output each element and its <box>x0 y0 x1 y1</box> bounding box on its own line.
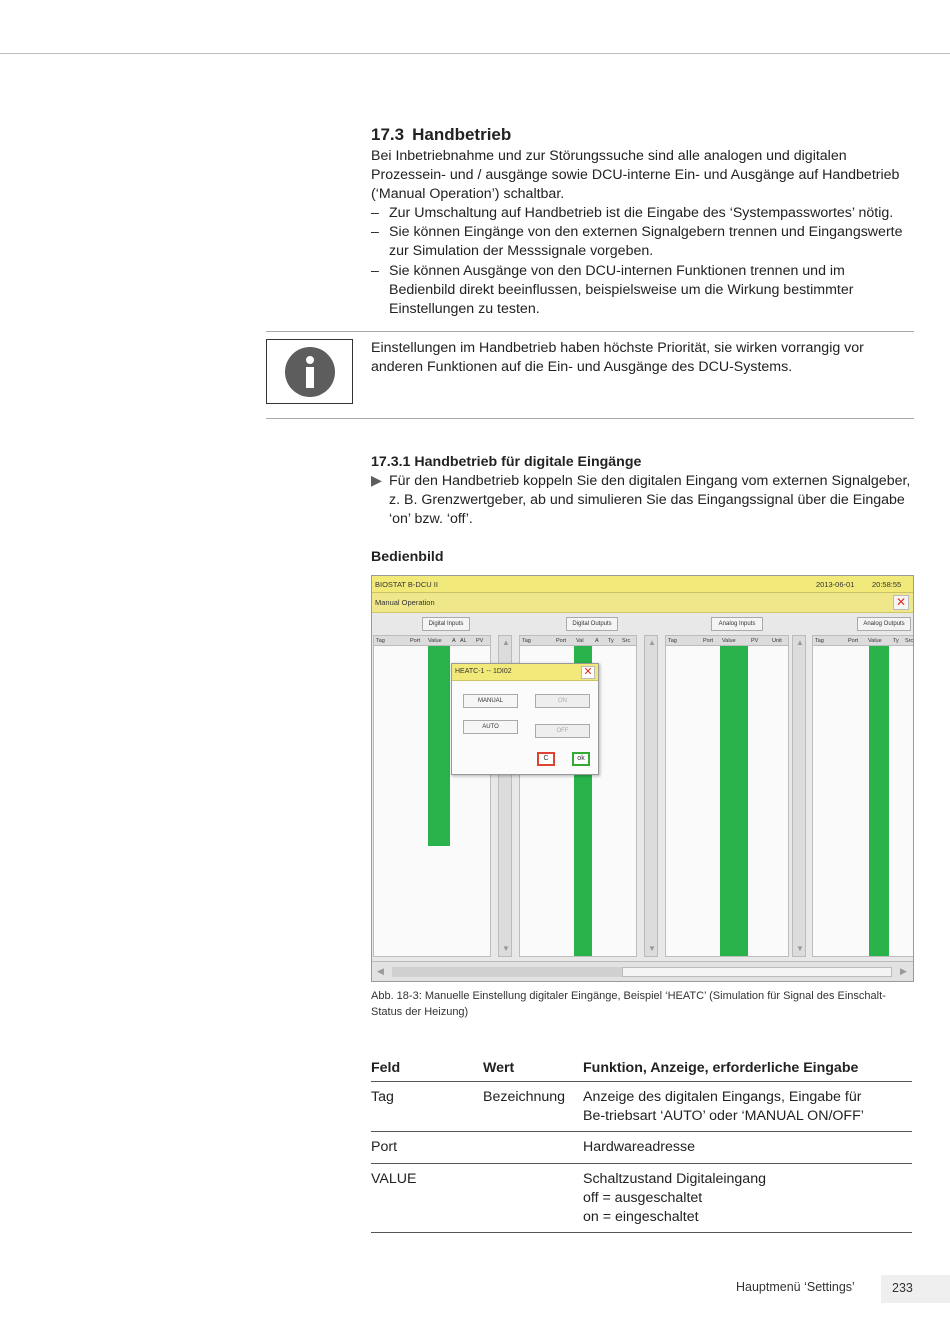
note-rule-bottom <box>266 418 914 419</box>
cell-funktion <box>583 1082 912 1132</box>
tab-digital-outputs[interactable]: Digital Outputs <box>566 617 618 631</box>
table-header <box>813 636 913 646</box>
app-titlebar <box>372 576 913 593</box>
col-header: Wert <box>483 1056 583 1082</box>
table-header <box>666 636 788 646</box>
manual-dialog <box>451 663 599 775</box>
col-header: Src <box>622 638 631 644</box>
section-number: 17.3 <box>371 125 405 144</box>
col-header: Tag <box>815 638 824 644</box>
cell-line: Anzeige des digitalen Eingangs, Eingabe für <box>583 1089 862 1105</box>
step-text: Für den Handbetrieb koppeln Sie den digitalen Eingang vom externen Signalgeber, z. B. Grenzwertgeber, ab und simulieren Sie das Eingangssignal über die Eingabe ‘on’ bzw. ‘off’. <box>389 473 911 528</box>
cell-wert <box>483 1163 583 1233</box>
col-header: Port <box>703 638 714 644</box>
col-header: Tag <box>668 638 677 644</box>
col-header: Src <box>905 638 914 644</box>
value-column-fill <box>869 646 889 957</box>
auto-button[interactable]: AUTO <box>463 720 518 734</box>
arrow-right-icon[interactable]: ▶ <box>900 966 907 976</box>
hmi-screenshot <box>371 575 914 982</box>
tab-digital-inputs[interactable]: Digital Inputs <box>422 617 470 631</box>
table-header <box>520 636 636 646</box>
cell-funktion <box>583 1163 912 1233</box>
bullet-item: – Sie können Ausgänge von den DCU-internen Funktionen trennen und im Bedienbild direkt beeinflussen, beispielsweise um die Wirkung bestimmter Einstellungen zu testen. <box>371 262 914 320</box>
cell-feld: Tag <box>371 1082 483 1132</box>
section-title: Handbetrieb <box>412 125 512 144</box>
bullet-item: – Zur Umschaltung auf Handbetrieb ist die Eingabe des ‘Systempasswortes’ nötig. <box>371 204 914 223</box>
footer-section-title: Hauptmenü ‘Settings’ <box>736 1280 855 1294</box>
page-number-box <box>881 1275 950 1303</box>
close-icon[interactable]: ✕ <box>581 666 595 679</box>
table-header <box>374 636 490 646</box>
col-header: PV <box>751 638 759 644</box>
table-header-row <box>371 1056 912 1082</box>
col-header: Unit <box>772 638 782 644</box>
table-row <box>371 1132 912 1163</box>
col-header: Funktion, Anzeige, erforderliche Eingabe <box>583 1056 912 1082</box>
horizontal-scrollbar[interactable] <box>372 961 913 981</box>
scrollbar[interactable]: ▲ ▼ <box>498 635 512 957</box>
cell-wert <box>483 1132 583 1163</box>
col-header: Ty <box>893 638 899 644</box>
scroll-thumb[interactable] <box>622 967 892 977</box>
col-header: Port <box>556 638 567 644</box>
scrollbar[interactable]: ▲ ▼ <box>792 635 806 957</box>
col-header: A <box>452 638 456 644</box>
tab-analog-inputs[interactable]: Analog Inputs <box>711 617 763 631</box>
intro-paragraph: Bei Inbetriebnahme und zur Störungssuche sind alle analogen und digitalen Prozessein- und / ausgänge sowie DCU-interne Ein- und Ausgänge auf Handbetrieb (‘Manual Operation’) schaltbar. <box>371 148 900 203</box>
col-header: Feld <box>371 1056 483 1082</box>
cell-funktion <box>583 1132 912 1163</box>
col-header: AL <box>460 638 467 644</box>
app-title: BIOSTAT B-DCU II <box>375 580 438 589</box>
bullet-list <box>371 204 914 319</box>
note-rule-top <box>266 331 914 332</box>
col-header: Value <box>868 638 882 644</box>
off-button[interactable]: OFF <box>535 724 590 738</box>
ok-button[interactable]: ok <box>572 752 590 766</box>
cell-line: Hardwareadresse <box>583 1139 695 1156</box>
col-header: Port <box>848 638 859 644</box>
header-rule <box>0 53 950 54</box>
col-header: Val <box>576 638 584 644</box>
cell-feld: VALUE <box>371 1163 483 1233</box>
app-time: 20:58:55 <box>872 580 902 589</box>
col-header: Ty <box>608 638 614 644</box>
note-icon-box <box>266 339 353 404</box>
col-header: Tag <box>522 638 531 644</box>
col-header: Value <box>722 638 736 644</box>
col-header: Value <box>428 638 442 644</box>
col-header: Port <box>410 638 421 644</box>
mode-bar <box>372 593 913 613</box>
scrollbar[interactable]: ▲ ▼ <box>644 635 658 957</box>
page-number: 233 <box>892 1281 913 1295</box>
value-column-fill <box>428 646 450 846</box>
tab-analog-outputs[interactable]: Analog Outputs <box>857 617 911 631</box>
subsection-title: 17.3.1 Handbetrieb für digitale Eingänge <box>371 454 642 470</box>
dialog-titlebar <box>452 664 598 681</box>
dialog-title: HEATC-1 -- 1DI02 <box>455 668 512 675</box>
info-icon <box>285 347 335 397</box>
cancel-button[interactable]: C <box>537 752 555 766</box>
note-text: Einstellungen im Handbetrieb haben höchste Priorität, sie wirken vorrangig vor anderen Funktionen auf die Ein- und Ausgänge des DCU-Systems. <box>371 340 864 376</box>
cell-line: off = ausgeschaltet <box>583 1189 703 1206</box>
col-header: Tag <box>376 638 385 644</box>
manual-button[interactable]: MANUAL <box>463 694 518 708</box>
table-row <box>371 1163 912 1233</box>
close-icon[interactable]: ✕ <box>893 595 909 610</box>
cell-wert: Bezeichnung <box>483 1082 583 1132</box>
mode-label: Manual Operation <box>375 598 435 607</box>
instruction-step <box>371 472 914 530</box>
section-heading <box>371 125 511 145</box>
col-header: A <box>595 638 599 644</box>
triangle-right-icon: ▶ <box>371 473 382 489</box>
col-header: PV <box>476 638 484 644</box>
cell-line: on = eingeschaltet <box>583 1209 699 1226</box>
field-table <box>371 1056 912 1233</box>
analog-outputs-table <box>812 635 914 957</box>
cell-line: Be-triebsart ‘AUTO’ oder ‘MANUAL ON/OFF’ <box>583 1108 864 1125</box>
figure-caption: Abb. 18-3: Manuelle Einstellung digitaler Eingänge, Beispiel ‘HEATC’ (Simulation für Signal des Einschalt-Status der Heizung) <box>371 990 886 1018</box>
bullet-item: – Sie können Eingänge von den externen Signalgebern trennen und Eingangswerte zur Simulation der Messsignale vorgeben. <box>371 223 914 261</box>
bedienbild-label: Bedienbild <box>371 549 444 565</box>
app-date: 2013-06-01 <box>816 580 855 589</box>
on-button[interactable]: ON <box>535 694 590 708</box>
analog-inputs-table <box>665 635 789 957</box>
cell-line: Schaltzustand Digitaleingang <box>583 1170 766 1187</box>
cell-feld: Port <box>371 1132 483 1163</box>
arrow-left-icon[interactable]: ◀ <box>377 966 384 976</box>
table-row <box>371 1082 912 1132</box>
value-column-fill <box>720 646 748 957</box>
